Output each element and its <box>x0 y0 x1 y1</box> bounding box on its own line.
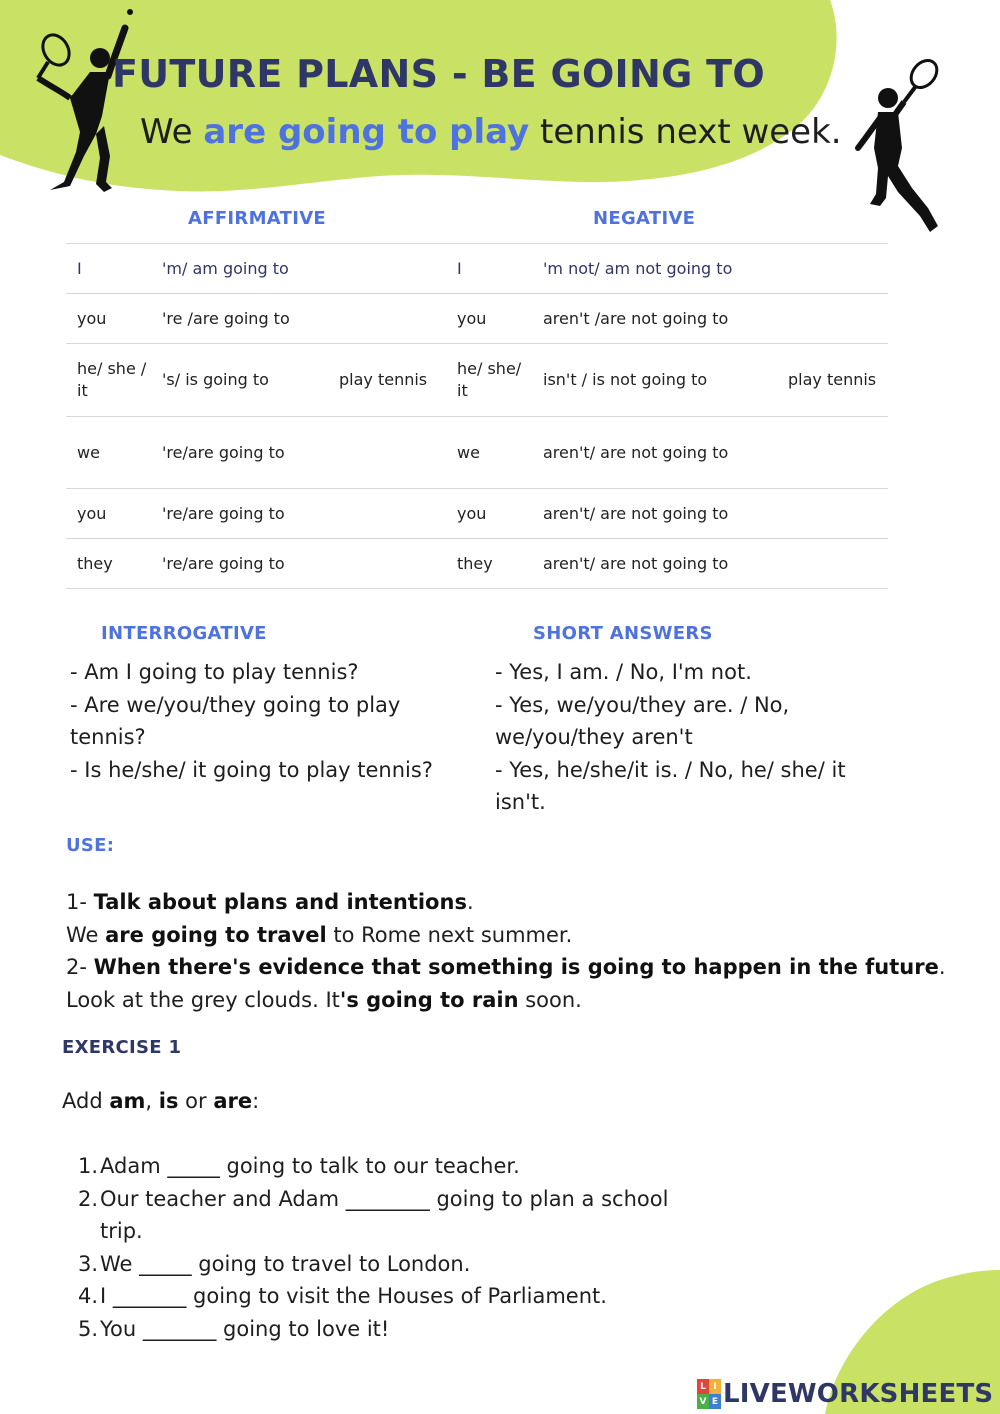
exercise-item <box>76 1183 716 1216</box>
exercise-sentence: Adam _____ going to talk to our teacher. <box>100 1154 520 1178</box>
exercise-item <box>76 1248 716 1281</box>
grammar-table-body <box>66 244 888 589</box>
pronoun-cell: we <box>446 417 532 489</box>
exercise-sentence: trip. <box>100 1219 143 1243</box>
instruction-text: : <box>252 1089 260 1113</box>
exercise-number: 5. <box>77 1316 98 1341</box>
example-highlight: are going to travel <box>105 922 327 947</box>
exercise-sentence: I _______ going to visit the Houses of Parliament. <box>100 1284 607 1308</box>
interrogative-line: - Is he/she/ it going to play tennis? <box>70 757 433 782</box>
negative-form-cell: 'm not/ am not going to <box>532 244 777 294</box>
negative-form-cell: aren't/ are not going to <box>532 417 777 489</box>
use-example-1 <box>66 919 946 952</box>
example-text: soon. <box>518 987 582 1012</box>
subtitle-text: We <box>140 112 204 152</box>
logo-letter: V <box>697 1394 709 1409</box>
short-answer-line: - Yes, he/she/it is. / No, he/ she/ it <box>495 757 846 782</box>
instruction-text: , <box>145 1089 159 1113</box>
logo-letter: E <box>709 1394 721 1409</box>
instruction-word: are <box>213 1089 253 1113</box>
interrogative-line: tennis? <box>70 725 146 749</box>
pronoun-cell: you <box>446 489 532 539</box>
affirmative-heading: AFFIRMATIVE <box>188 208 327 229</box>
affirmative-form-cell: 're/are going to <box>151 539 328 589</box>
table-row <box>66 417 888 489</box>
short-answer-line: - Yes, I am. / No, I'm not. <box>495 660 752 684</box>
liveworksheets-logo[interactable] <box>697 1376 993 1412</box>
pronoun-cell: he/ she/ it <box>446 344 532 417</box>
negative-verb-cell <box>777 417 888 489</box>
pronoun-cell: you <box>66 489 151 539</box>
exercise-item <box>76 1280 716 1313</box>
page-subtitle <box>140 112 842 152</box>
use-example-2 <box>66 984 946 1017</box>
tennis-player-left-icon <box>30 6 145 196</box>
pronoun-cell: I <box>66 244 151 294</box>
tennis-player-right-icon <box>850 58 950 238</box>
affirmative-verb-cell <box>328 539 446 589</box>
affirmative-verb-cell <box>328 244 446 294</box>
exercise-sentence: Our teacher and Adam ________ going to plan a school <box>100 1186 669 1211</box>
table-row <box>66 244 888 294</box>
negative-heading: NEGATIVE <box>593 208 696 229</box>
affirmative-form-cell: 'm/ am going to <box>151 244 328 294</box>
pronoun-cell: you <box>446 294 532 344</box>
grammar-table <box>66 243 888 589</box>
use-rule: When there's evidence that something is going to happen in the future <box>93 955 939 979</box>
instruction-word: am <box>109 1089 146 1113</box>
pronoun-cell: you <box>66 294 151 344</box>
pronoun-cell: I <box>446 244 532 294</box>
exercise-number: 4. <box>77 1284 98 1308</box>
affirmative-verb-cell <box>328 294 446 344</box>
use-heading: USE: <box>66 835 115 856</box>
pronoun-cell: they <box>66 539 151 589</box>
interrogative-heading: INTERROGATIVE <box>101 623 267 644</box>
exercise-number: 2. <box>77 1186 98 1211</box>
exercise-number: 3. <box>77 1251 98 1276</box>
instruction-text: or <box>178 1089 214 1113</box>
interrogative-line: - Are we/you/they going to play <box>70 692 401 717</box>
pronoun-cell: we <box>66 417 151 489</box>
liveworksheets-mark-icon <box>697 1379 721 1409</box>
exercise-number: 1. <box>77 1154 98 1178</box>
use-item-2 <box>66 951 946 984</box>
exercise-item <box>76 1150 716 1183</box>
logo-letter: I <box>709 1379 721 1394</box>
use-rule: Talk about plans and intentions <box>93 890 467 914</box>
exercise-heading: EXERCISE 1 <box>62 1037 182 1058</box>
exercise-list <box>76 1150 716 1345</box>
negative-verb-cell <box>777 539 888 589</box>
short-answers-heading: SHORT ANSWERS <box>533 623 713 644</box>
logo-letter: L <box>697 1379 709 1394</box>
pronoun-cell: he/ she / it <box>66 344 151 417</box>
affirmative-verb-cell <box>328 417 446 489</box>
exercise-instruction <box>62 1085 259 1118</box>
exercise-sentence: We _____ going to travel to London. <box>100 1251 471 1276</box>
exercise-number-spacer <box>76 1215 98 1248</box>
affirmative-form-cell: 're /are going to <box>151 294 328 344</box>
negative-form-cell: aren't/ are not going to <box>532 489 777 539</box>
interrogative-list <box>70 656 433 786</box>
use-section <box>66 886 946 1016</box>
table-row <box>66 489 888 539</box>
example-text: to Rome next summer. <box>326 922 573 947</box>
negative-verb-cell: play tennis <box>777 344 888 417</box>
use-number: 1- <box>66 890 94 914</box>
interrogative-line: - Am I going to play tennis? <box>70 660 359 684</box>
exercise-item-continuation <box>76 1215 716 1248</box>
page-title: FUTURE PLANS - BE GOING TO <box>112 52 765 96</box>
use-item-1 <box>66 886 946 919</box>
subtitle-text: tennis next week. <box>529 112 842 152</box>
use-punct: . <box>466 890 474 914</box>
negative-form-cell: isn't / is not going to <box>532 344 777 417</box>
logo-text: LIVEWORKSHEETS <box>723 1379 994 1409</box>
negative-verb-cell <box>777 489 888 539</box>
affirmative-verb-cell: play tennis <box>328 344 446 417</box>
affirmative-form-cell: 're/are going to <box>151 489 328 539</box>
exercise-sentence: You _______ going to love it! <box>100 1316 390 1341</box>
negative-verb-cell <box>777 294 888 344</box>
short-answer-line: - Yes, we/you/they are. / No, <box>495 692 790 717</box>
affirmative-form-cell: 's/ is going to <box>151 344 328 417</box>
short-answer-line: we/you/they aren't <box>495 725 693 749</box>
example-text: We <box>66 922 106 947</box>
instruction-text: Add <box>62 1089 110 1113</box>
short-answers-list <box>495 656 846 819</box>
subtitle-highlight: are going to play <box>203 112 530 152</box>
negative-form-cell: aren't /are not going to <box>532 294 777 344</box>
instruction-word: is <box>158 1089 179 1113</box>
example-text: Look at the grey clouds. It <box>66 987 340 1012</box>
affirmative-verb-cell <box>328 489 446 539</box>
table-row <box>66 539 888 589</box>
table-row <box>66 294 888 344</box>
table-row <box>66 344 888 417</box>
affirmative-form-cell: 're/are going to <box>151 417 328 489</box>
pronoun-cell: they <box>446 539 532 589</box>
negative-form-cell: aren't/ are not going to <box>532 539 777 589</box>
use-punct: . <box>938 955 946 979</box>
short-answer-line: isn't. <box>495 790 546 814</box>
negative-verb-cell <box>777 244 888 294</box>
use-number: 2- <box>66 955 94 979</box>
example-highlight: 's going to rain <box>339 987 519 1012</box>
exercise-item <box>76 1313 716 1346</box>
